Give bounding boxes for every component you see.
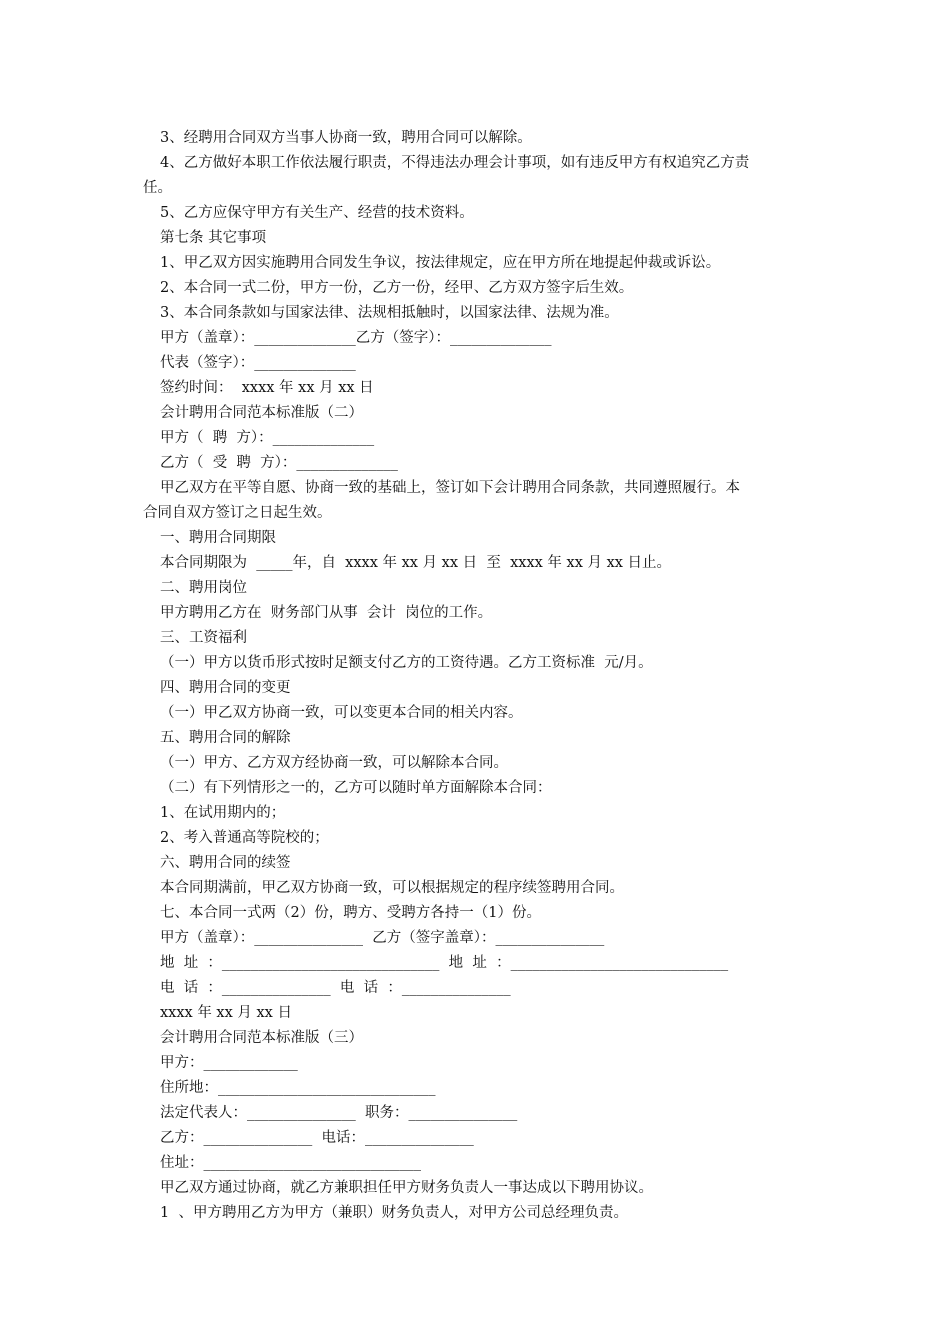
section-heading: 六、聘用合同的续签 bbox=[160, 855, 291, 871]
signing-date: 签约时间： xxxx 年 xx 月 xx 日 bbox=[160, 380, 374, 396]
party-line: 甲方：_____________ bbox=[160, 1055, 298, 1071]
clause-line: 1 、甲方聘用乙方为甲方（兼职）财务负责人，对甲方公司总经理负责。 bbox=[160, 1205, 628, 1221]
section-heading: 第七条 其它事项 bbox=[160, 230, 267, 246]
paragraph-line-continuation: 合同自双方签订之日起生效。 bbox=[143, 505, 332, 521]
clause-line: 5、乙方应保守甲方有关生产、经营的技术资料。 bbox=[160, 205, 474, 221]
document-body bbox=[143, 126, 813, 1226]
party-line: 乙方（ 受 聘 方）：______________ bbox=[160, 455, 398, 471]
signature-line: 甲方（盖章）：______________乙方（签字）：______________ bbox=[160, 330, 552, 346]
section-heading: 一、聘用合同期限 bbox=[160, 530, 276, 546]
representative-line: 法定代表人：_______________ 职务：_______________ bbox=[160, 1105, 518, 1121]
clause-line: （二）有下列情形之一的，乙方可以随时单方面解除本合同： bbox=[160, 780, 552, 796]
clause-line: 3、本合同条款如与国家法律、法规相抵触时，以国家法律、法规为准。 bbox=[160, 305, 619, 321]
list-item: 1、在试用期内的； bbox=[160, 805, 286, 821]
clause-line: 4、乙方做好本职工作依法履行职责，不得违法办理会计事项，如有违反甲方有权追究乙方责 bbox=[160, 155, 750, 171]
clause-line-continuation: 任。 bbox=[143, 180, 172, 196]
party-line: 乙方：_______________ 电话：_______________ bbox=[160, 1130, 474, 1146]
clause-line: 2、本合同一式二份，甲方一份，乙方一份，经甲、乙方双方签字后生效。 bbox=[160, 280, 634, 296]
address-line: 住所地：______________________________ bbox=[160, 1080, 436, 1096]
signature-line: 甲方（盖章）：_______________ 乙方（签字盖章）：_______________ bbox=[160, 930, 605, 946]
address-line: 地 址 ：______________________________ 地 址 ：______________________________ bbox=[160, 955, 729, 971]
party-line: 甲方（ 聘 方）：______________ bbox=[160, 430, 375, 446]
clause-line: （一）甲方、乙方双方经协商一致，可以解除本合同。 bbox=[160, 755, 508, 771]
document-title: 会计聘用合同范本标准版（三） bbox=[160, 1030, 363, 1046]
paragraph-line: 甲乙双方通过协商，就乙方兼职担任甲方财务负责人一事达成以下聘用协议。 bbox=[160, 1180, 653, 1196]
clause-line: 本合同期满前，甲乙双方协商一致，可以根据规定的程序续签聘用合同。 bbox=[160, 880, 624, 896]
clause-line: 甲方聘用乙方在 财务部门从事 会计 岗位的工作。 bbox=[160, 605, 493, 621]
signing-date: xxxx 年 xx 月 xx 日 bbox=[160, 1005, 292, 1021]
phone-line: 电 话 ：_______________ 电 话 ：_______________ bbox=[160, 980, 511, 996]
section-heading: 三、工资福利 bbox=[160, 630, 247, 646]
address-line: 住址：______________________________ bbox=[160, 1155, 421, 1171]
clause-line: 3、经聘用合同双方当事人协商一致，聘用合同可以解除。 bbox=[160, 130, 532, 146]
section-heading: 四、聘用合同的变更 bbox=[160, 680, 291, 696]
clause-line: （一）甲方以货币形式按时足额支付乙方的工资待遇。乙方工资标准 元/月。 bbox=[160, 655, 653, 671]
clause-line: 本合同期限为 _____年，自 xxxx 年 xx 月 xx 日 至 xxxx 年 xx 月 xx 日止。 bbox=[160, 555, 672, 571]
section-heading: 五、聘用合同的解除 bbox=[160, 730, 291, 746]
document-title: 会计聘用合同范本标准版（二） bbox=[160, 405, 363, 421]
clause-line: （一）甲乙双方协商一致，可以变更本合同的相关内容。 bbox=[160, 705, 523, 721]
clause-line: 1、甲乙双方因实施聘用合同发生争议，按法律规定，应在甲方所在地提起仲裁或诉讼。 bbox=[160, 255, 721, 271]
clause-line: 七、本合同一式两（2）份，聘方、受聘方各持一（1）份。 bbox=[160, 905, 541, 921]
list-item: 2、考入普通高等院校的； bbox=[160, 830, 329, 846]
signature-line: 代表（签字）：______________ bbox=[160, 355, 356, 371]
paragraph-line: 甲乙双方在平等自愿、协商一致的基础上，签订如下会计聘用合同条款，共同遵照履行。本 bbox=[160, 480, 740, 496]
section-heading: 二、聘用岗位 bbox=[160, 580, 247, 596]
